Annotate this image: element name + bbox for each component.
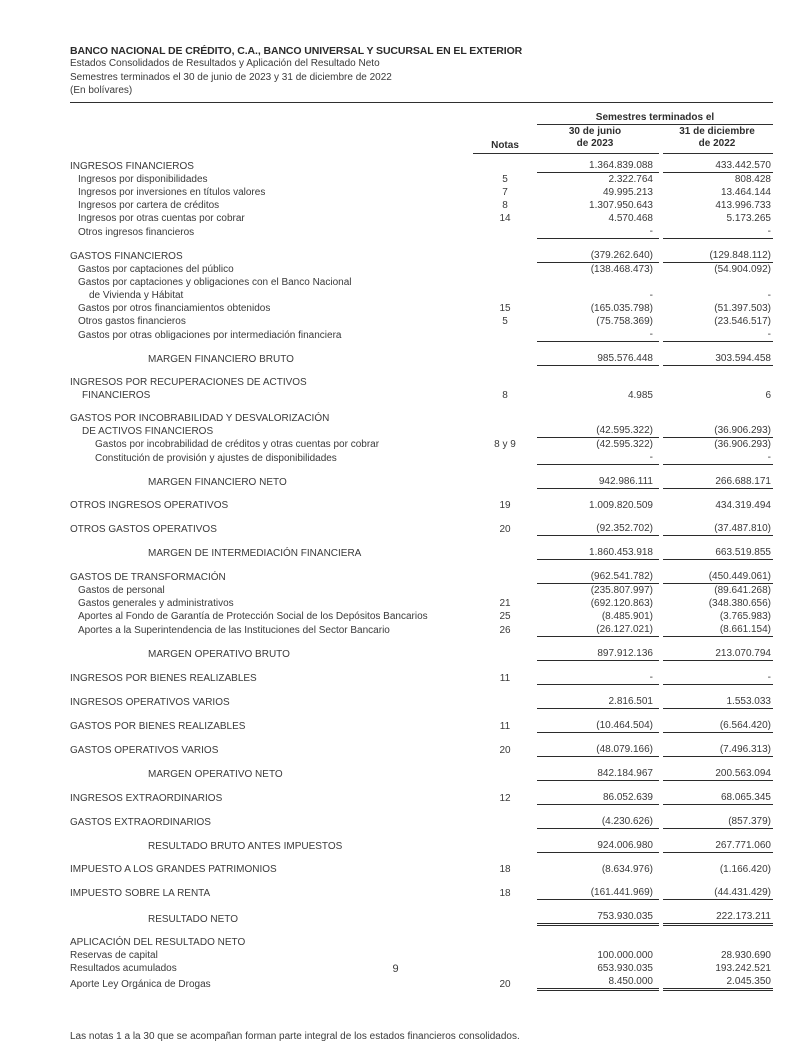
row-value-2022: - bbox=[663, 328, 773, 342]
row-label: Ingresos por cartera de créditos bbox=[78, 199, 220, 211]
row-label: MARGEN OPERATIVO BRUTO bbox=[148, 648, 290, 660]
table-row bbox=[70, 647, 773, 661]
bank-name: BANCO NACIONAL DE CRÉDITO, C.A., BANCO UNIVERSAL Y SUCURSAL EN EL EXTERIOR bbox=[70, 45, 523, 57]
row-value-2022: 13.464.144 bbox=[720, 186, 771, 198]
row-value-2023: (161.441.969) bbox=[537, 886, 659, 900]
row-value-2023: 1.860.453.918 bbox=[537, 546, 659, 560]
table-row bbox=[70, 671, 773, 685]
row-value-2023: 924.006.980 bbox=[537, 839, 659, 853]
row-label-cell bbox=[70, 199, 473, 212]
row-value-2023: (138.468.473) bbox=[590, 263, 653, 275]
row-value-2023: 985.576.448 bbox=[537, 352, 659, 366]
table-row bbox=[70, 546, 773, 560]
row-label: Gastos por otras obligaciones por intermediación financiera bbox=[78, 329, 342, 341]
table-row bbox=[70, 886, 773, 900]
page-number: 9 bbox=[392, 963, 399, 975]
table-row bbox=[70, 451, 773, 465]
row-label-cell bbox=[70, 887, 473, 900]
table-row bbox=[70, 791, 773, 805]
table-row bbox=[70, 173, 773, 186]
row-label-cell bbox=[70, 768, 473, 781]
row-label: Gastos por captaciones y obligaciones con el Banco Nacional bbox=[78, 276, 352, 288]
period-line: Semestres terminados el 30 de junio de 2023 y 31 de diciembre de 2022 bbox=[70, 71, 392, 83]
table-header-group-row bbox=[70, 112, 773, 125]
row-label-cell bbox=[70, 720, 473, 733]
row-label-cell bbox=[70, 376, 473, 402]
row-label-cell bbox=[70, 547, 473, 560]
row-value-2023: - bbox=[537, 451, 659, 465]
row-value-2023: 100.000.000 bbox=[597, 949, 653, 961]
row-label: GASTOS DE TRANSFORMACIÓN bbox=[70, 571, 226, 583]
table-row bbox=[70, 743, 773, 757]
row-note-ref: 26 bbox=[499, 624, 511, 636]
row-value-2023: 1.307.950.643 bbox=[589, 199, 653, 211]
row-label-cell bbox=[70, 412, 473, 438]
row-value-2023: 842.184.967 bbox=[537, 767, 659, 781]
row-value-2023: (26.127.021) bbox=[537, 623, 659, 637]
column-header-dic-2022 bbox=[663, 126, 773, 154]
row-value-2022: 434.319.494 bbox=[715, 499, 771, 511]
row-label-cell bbox=[70, 571, 473, 584]
row-label-cell bbox=[70, 186, 473, 199]
row-note-ref: 21 bbox=[499, 597, 511, 609]
table-row bbox=[70, 584, 773, 597]
row-label-cell bbox=[70, 173, 473, 186]
row-label: Ingresos por otras cuentas por cobrar bbox=[78, 212, 245, 224]
row-value-2023: (379.262.640) bbox=[537, 249, 659, 263]
row-label: MARGEN FINANCIERO NETO bbox=[148, 476, 287, 488]
row-label-cell bbox=[70, 672, 473, 685]
row-value-2022: (36.906.293) bbox=[663, 424, 773, 438]
table-row bbox=[70, 199, 773, 212]
row-value-2022: (7.496.313) bbox=[663, 743, 773, 757]
row-label: RESULTADO NETO bbox=[148, 913, 239, 925]
row-value-2023: (8.634.976) bbox=[601, 863, 653, 875]
table-row bbox=[70, 376, 773, 402]
row-label: GASTOS OPERATIVOS VARIOS bbox=[70, 744, 219, 756]
row-value-2023: 653.930.035 bbox=[597, 962, 653, 974]
row-value-2023: (165.035.798) bbox=[590, 302, 653, 314]
row-value-2023: (42.595.322) bbox=[537, 424, 659, 438]
row-label: Ingresos por inversiones en títulos valores bbox=[78, 186, 266, 198]
row-value-2022: (36.906.293) bbox=[714, 438, 771, 450]
row-label-cell bbox=[70, 250, 473, 263]
row-label: Aportes al Fondo de Garantía de Protección Social de los Depósitos Bancarios bbox=[78, 610, 428, 622]
row-value-2023: (48.079.166) bbox=[537, 743, 659, 757]
row-label-line2: FINANCIEROS bbox=[82, 389, 151, 401]
row-note-ref: 5 bbox=[502, 173, 508, 185]
table-body bbox=[70, 159, 773, 991]
row-value-2022: 303.594.458 bbox=[663, 352, 773, 366]
row-label: INGRESOS OPERATIVOS VARIOS bbox=[70, 696, 230, 708]
row-label-cell bbox=[70, 226, 473, 239]
row-label: OTROS INGRESOS OPERATIVOS bbox=[70, 499, 229, 511]
row-label: Constitución de provisión y ajustes de disponibilidades bbox=[95, 452, 337, 464]
row-value-2022: - bbox=[767, 289, 771, 301]
table-row bbox=[70, 276, 773, 302]
row-label-cell bbox=[70, 438, 473, 451]
row-value-2023: 4.985 bbox=[627, 389, 653, 401]
row-value-2023: (235.807.997) bbox=[590, 584, 653, 596]
row-note-ref: 12 bbox=[499, 792, 511, 804]
row-value-2023: 4.570.468 bbox=[608, 212, 653, 224]
row-value-2023: (692.120.863) bbox=[590, 597, 653, 609]
row-label: Gastos por captaciones del público bbox=[78, 263, 234, 275]
row-value-2023: 49.995.213 bbox=[602, 186, 653, 198]
table-row bbox=[70, 719, 773, 733]
table-header-columns-row bbox=[70, 126, 773, 154]
row-value-2022: (23.546.517) bbox=[714, 315, 771, 327]
row-value-2022: 68.065.345 bbox=[663, 791, 773, 805]
row-label: GASTOS POR BIENES REALIZABLES bbox=[70, 720, 246, 732]
row-label: IMPUESTO A LOS GRANDES PATRIMONIOS bbox=[70, 863, 277, 875]
row-label-cell bbox=[70, 913, 473, 926]
row-label: RESULTADO BRUTO ANTES IMPUESTOS bbox=[148, 840, 343, 852]
row-label-cell bbox=[70, 840, 473, 853]
table-row bbox=[70, 767, 773, 781]
row-label: Gastos de personal bbox=[78, 584, 165, 596]
table-row bbox=[70, 186, 773, 199]
table-row bbox=[70, 475, 773, 489]
table-row bbox=[70, 499, 773, 512]
table-row bbox=[70, 249, 773, 263]
row-value-2022: 266.688.171 bbox=[663, 475, 773, 489]
column-header-line: de 2023 bbox=[576, 138, 614, 149]
row-note-ref: 11 bbox=[499, 720, 511, 732]
row-value-2023: 86.052.639 bbox=[537, 791, 659, 805]
row-note-ref: 20 bbox=[499, 523, 511, 535]
row-label-cell bbox=[70, 329, 473, 342]
row-label-cell bbox=[70, 499, 473, 512]
row-label: IMPUESTO SOBRE LA RENTA bbox=[70, 887, 211, 899]
row-label-cell bbox=[70, 597, 473, 610]
row-value-2023: 2.816.501 bbox=[537, 695, 659, 709]
row-value-2022: - bbox=[663, 225, 773, 239]
row-label: Gastos por incobrabilidad de créditos y otras cuentas por cobrar bbox=[95, 438, 380, 450]
table-row bbox=[70, 863, 773, 876]
row-value-2023: 1.364.839.088 bbox=[537, 159, 659, 173]
row-label-cell bbox=[70, 648, 473, 661]
row-value-2022: 2.045.350 bbox=[663, 975, 773, 991]
row-value-2023: 2.322.764 bbox=[608, 173, 653, 185]
table-row bbox=[70, 412, 773, 438]
row-value-2022: (51.397.503) bbox=[714, 302, 771, 314]
row-label: MARGEN FINANCIERO BRUTO bbox=[148, 353, 294, 365]
row-label: MARGEN OPERATIVO NETO bbox=[148, 768, 283, 780]
row-label-cell bbox=[70, 792, 473, 805]
row-value-2022: (8.661.154) bbox=[663, 623, 773, 637]
row-value-2022: (89.641.268) bbox=[714, 584, 771, 596]
row-note-ref: 11 bbox=[499, 672, 511, 684]
row-note-ref: 8 bbox=[502, 199, 508, 211]
currency-note: (En bolívares) bbox=[70, 85, 133, 96]
row-note-ref: 20 bbox=[499, 978, 511, 990]
row-value-2023: 753.930.035 bbox=[537, 910, 659, 926]
document-header bbox=[70, 45, 773, 103]
column-header-jun-2023 bbox=[537, 126, 659, 154]
table-row bbox=[70, 949, 773, 962]
row-value-2022: (6.564.420) bbox=[663, 719, 773, 733]
row-value-2023: (10.464.504) bbox=[537, 719, 659, 733]
row-label-cell bbox=[70, 863, 473, 876]
row-label: APLICACIÓN DEL RESULTADO NETO bbox=[70, 936, 246, 948]
row-label-cell bbox=[70, 949, 473, 962]
row-value-2023: - bbox=[649, 289, 653, 301]
row-value-2022: (37.487.810) bbox=[663, 522, 773, 536]
row-label-cell bbox=[70, 263, 473, 276]
row-value-2022: 267.771.060 bbox=[663, 839, 773, 853]
row-label-cell bbox=[70, 302, 473, 315]
table-row bbox=[70, 936, 773, 949]
row-note-ref: 7 bbox=[502, 186, 508, 198]
table-row bbox=[70, 522, 773, 536]
footnote: Las notas 1 a la 30 que se acompañan forman parte integral de los estados financieros consolidados. bbox=[70, 1030, 520, 1042]
table-row bbox=[70, 225, 773, 239]
row-value-2022: 663.519.855 bbox=[663, 546, 773, 560]
table-row bbox=[70, 352, 773, 366]
row-note-ref: 20 bbox=[499, 744, 511, 756]
table-row bbox=[70, 212, 773, 225]
notes-column-header: Notas bbox=[473, 140, 537, 154]
page-content bbox=[70, 45, 773, 1042]
row-label-cell bbox=[70, 744, 473, 757]
row-label: Otros gastos financieros bbox=[78, 315, 186, 327]
statement-title: Estados Consolidados de Resultados y Aplicación del Resultado Neto bbox=[70, 58, 380, 69]
row-label-cell bbox=[70, 936, 473, 949]
table-row bbox=[70, 975, 773, 991]
row-value-2022: (348.380.656) bbox=[708, 597, 771, 609]
row-value-2022: 413.996.733 bbox=[715, 199, 771, 211]
row-label: GASTOS POR INCOBRABILIDAD Y DESVALORIZACIÓN bbox=[70, 412, 330, 424]
column-header-line: 31 de diciembre bbox=[679, 125, 755, 137]
row-note-ref: 25 bbox=[499, 610, 511, 622]
row-label: Aporte Ley Orgánica de Drogas bbox=[70, 978, 211, 990]
row-value-2022: 200.563.094 bbox=[663, 767, 773, 781]
row-label-cell bbox=[70, 584, 473, 597]
row-label: Gastos generales y administrativos bbox=[78, 597, 234, 609]
table-row bbox=[70, 302, 773, 315]
row-value-2022: 193.242.521 bbox=[715, 962, 771, 974]
row-label: INGRESOS FINANCIEROS bbox=[70, 160, 194, 172]
row-value-2022: 808.428 bbox=[734, 173, 771, 185]
row-note-ref: 18 bbox=[499, 863, 511, 875]
row-value-2023: 1.009.820.509 bbox=[589, 499, 653, 511]
row-label: INGRESOS POR BIENES REALIZABLES bbox=[70, 672, 257, 684]
column-group-header: Semestres terminados el bbox=[537, 112, 773, 125]
row-value-2022: (44.431.429) bbox=[663, 886, 773, 900]
row-label: Resultados acumulados bbox=[70, 962, 177, 974]
row-label: Aportes a la Superintendencia de las Instituciones del Sector Bancario bbox=[78, 624, 390, 636]
table-row bbox=[70, 623, 773, 637]
row-value-2023: 8.450.000 bbox=[537, 975, 659, 991]
table-header bbox=[70, 112, 773, 154]
table-row bbox=[70, 597, 773, 610]
row-note-ref: 5 bbox=[502, 315, 508, 327]
row-label-cell bbox=[70, 610, 473, 623]
row-label-cell bbox=[70, 696, 473, 709]
row-value-2022: - bbox=[663, 671, 773, 685]
row-note-ref: 8 bbox=[502, 389, 508, 401]
row-label-cell bbox=[70, 978, 473, 991]
table-row bbox=[70, 839, 773, 853]
row-label: OTROS GASTOS OPERATIVOS bbox=[70, 523, 217, 535]
row-value-2023: (8.485.901) bbox=[601, 610, 653, 622]
row-note-ref: 8 y 9 bbox=[494, 438, 516, 450]
row-value-2022: 5.173.265 bbox=[726, 212, 771, 224]
row-label-cell bbox=[70, 276, 473, 302]
row-label-cell bbox=[70, 523, 473, 536]
table-row bbox=[70, 438, 773, 451]
row-value-2023: (4.230.626) bbox=[537, 815, 659, 829]
table-row bbox=[70, 610, 773, 623]
row-label-cell bbox=[70, 160, 473, 173]
row-note-ref: 19 bbox=[499, 499, 511, 511]
table-row bbox=[70, 570, 773, 584]
row-value-2022: (1.166.420) bbox=[719, 863, 771, 875]
row-label-line2: de Vivienda y Hábitat bbox=[89, 289, 184, 301]
row-label-cell bbox=[70, 476, 473, 489]
row-label: Otros ingresos financieros bbox=[78, 226, 195, 238]
row-label: Gastos por otros financiamientos obtenidos bbox=[78, 302, 271, 314]
table-row bbox=[70, 695, 773, 709]
table-row bbox=[70, 328, 773, 342]
table-row bbox=[70, 315, 773, 328]
column-header-line: de 2022 bbox=[698, 138, 736, 149]
row-value-2022: (450.449.061) bbox=[663, 570, 773, 584]
row-label: MARGEN DE INTERMEDIACIÓN FINANCIERA bbox=[148, 547, 362, 559]
row-label-cell bbox=[70, 624, 473, 637]
table-row bbox=[70, 910, 773, 926]
row-note-ref: 18 bbox=[499, 887, 511, 899]
row-label: INGRESOS POR RECUPERACIONES DE ACTIVOS bbox=[70, 376, 307, 388]
row-label-cell bbox=[70, 452, 473, 465]
row-value-2023: (75.758.369) bbox=[596, 315, 653, 327]
row-label: GASTOS FINANCIEROS bbox=[70, 250, 183, 262]
table-row bbox=[70, 263, 773, 276]
row-value-2023: (92.352.702) bbox=[537, 522, 659, 536]
row-value-2023: - bbox=[537, 671, 659, 685]
header-rule bbox=[70, 102, 773, 103]
column-header-line: 30 de junio bbox=[568, 125, 622, 137]
row-value-2022: (857.379) bbox=[663, 815, 773, 829]
row-value-2022: (129.848.112) bbox=[663, 249, 773, 263]
table-row bbox=[70, 159, 773, 173]
row-note-ref: 14 bbox=[499, 212, 511, 224]
row-value-2022: 28.930.690 bbox=[720, 949, 771, 961]
row-value-2022: 1.553.033 bbox=[663, 695, 773, 709]
row-value-2022: 6 bbox=[765, 389, 771, 401]
row-label-cell bbox=[70, 816, 473, 829]
row-label-cell bbox=[70, 353, 473, 366]
row-label: Ingresos por disponibilidades bbox=[78, 173, 208, 185]
row-label: Reservas de capital bbox=[70, 949, 158, 961]
row-value-2022: 213.070.794 bbox=[663, 647, 773, 661]
row-label-cell bbox=[70, 212, 473, 225]
table-row bbox=[70, 815, 773, 829]
row-note-ref: 15 bbox=[499, 302, 511, 314]
row-label: INGRESOS EXTRAORDINARIOS bbox=[70, 792, 223, 804]
row-value-2023: (42.595.322) bbox=[596, 438, 653, 450]
row-value-2022: - bbox=[663, 451, 773, 465]
row-value-2023: - bbox=[537, 328, 659, 342]
row-value-2022: (54.904.092) bbox=[714, 263, 771, 275]
row-value-2023: (962.541.782) bbox=[537, 570, 659, 584]
row-label: GASTOS EXTRAORDINARIOS bbox=[70, 816, 211, 828]
row-value-2022: 222.173.211 bbox=[663, 910, 773, 926]
row-value-2023: 942.986.111 bbox=[537, 475, 659, 489]
row-label-line2: DE ACTIVOS FINANCIEROS bbox=[82, 425, 214, 437]
row-value-2023: 897.912.136 bbox=[537, 647, 659, 661]
row-value-2023: - bbox=[537, 225, 659, 239]
row-value-2022: 433.442.570 bbox=[663, 159, 773, 173]
row-value-2022: (3.765.983) bbox=[719, 610, 771, 622]
row-label-cell bbox=[70, 315, 473, 328]
